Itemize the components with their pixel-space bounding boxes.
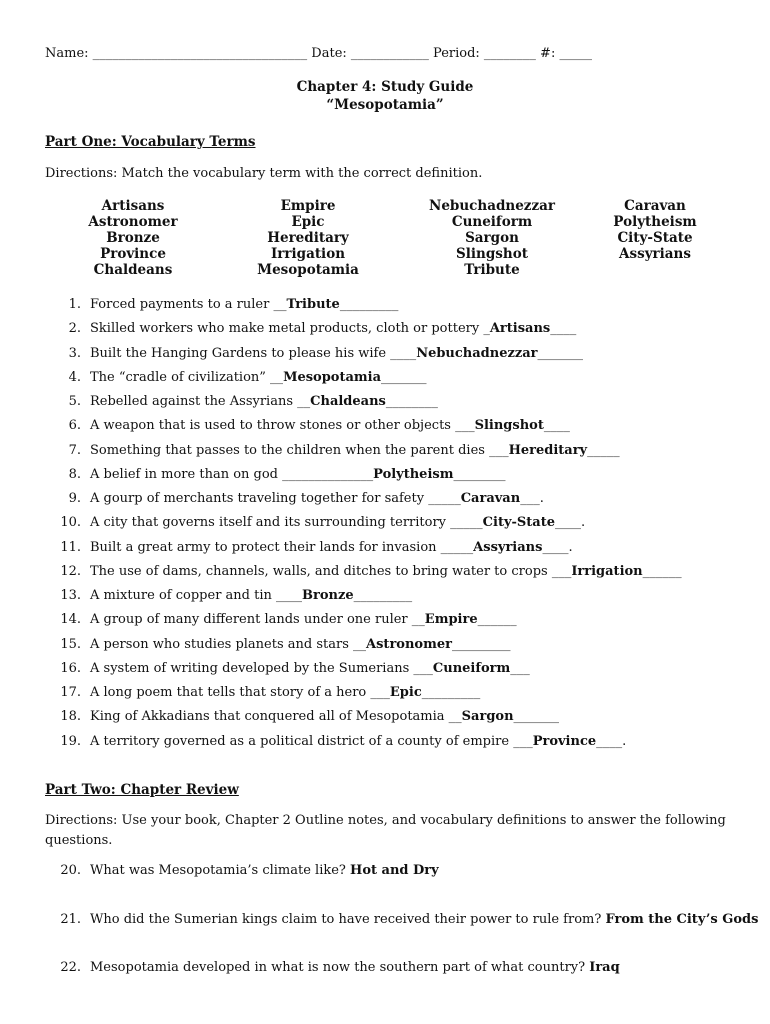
answer-blank: ____. xyxy=(596,734,627,749)
answer-text: Artisans xyxy=(489,321,551,336)
question-text: A gourp of merchants traveling together for safety _____ xyxy=(90,491,461,506)
part-one-directions: Directions: Match the vocabulary term with the correct definition. xyxy=(45,166,483,181)
vocab-question xyxy=(45,394,438,409)
review-question xyxy=(45,912,758,927)
vocab-question xyxy=(45,515,585,530)
part-two-directions-cont: questions. xyxy=(45,833,113,848)
answer-text: Bronze xyxy=(302,588,354,603)
question-number: 15. xyxy=(60,637,81,652)
vocab-question xyxy=(45,443,620,458)
vocab-question xyxy=(45,321,576,336)
vocab-question xyxy=(45,297,398,312)
question-text: A territory governed as a political district of a county of empire ___ xyxy=(90,734,533,749)
word-bank-column-2 xyxy=(248,198,368,278)
question-number: 5. xyxy=(68,394,81,409)
answer-blank: _________ xyxy=(451,637,511,652)
question-text: Built the Hanging Gardens to please his wife ____ xyxy=(90,346,417,361)
vocab-question xyxy=(45,637,510,652)
answer-text: Epic xyxy=(389,685,422,700)
answer-text: Hot and Dry xyxy=(350,863,439,878)
question-number: 22. xyxy=(60,960,81,975)
answer-blank: _________ xyxy=(339,297,399,312)
review-question xyxy=(45,863,439,878)
question-number: 6. xyxy=(68,418,81,433)
question-text: A belief in more than on god ______________ xyxy=(90,467,374,482)
word-bank-term: City-State xyxy=(617,230,693,246)
answer-blank: _______ xyxy=(537,346,584,361)
answer-text: Assyrians xyxy=(473,540,543,555)
word-bank-term: Epic xyxy=(291,214,325,230)
question-text: The “cradle of civilization” __ xyxy=(90,370,284,385)
vocab-question xyxy=(45,370,427,385)
answer-text: Hereditary xyxy=(508,443,588,458)
answer-text: Iraq xyxy=(589,960,620,975)
question-number: 18. xyxy=(60,709,81,724)
answer-blank: _______ xyxy=(513,709,560,724)
word-bank-term: Bronze xyxy=(106,230,160,246)
question-text: Forced payments to a ruler __ xyxy=(90,297,287,312)
question-number: 20. xyxy=(60,863,81,878)
vocab-question xyxy=(45,540,573,555)
answer-text: Tribute xyxy=(286,297,340,312)
answer-text: Sargon xyxy=(461,709,514,724)
answer-text: Empire xyxy=(424,612,478,627)
answer-blank: _____ xyxy=(587,443,620,458)
guide-title: Chapter 4: Study Guide xyxy=(296,79,474,95)
question-number: 13. xyxy=(60,588,81,603)
question-text: Who did the Sumerian kings claim to have received their power to rule from? xyxy=(90,912,606,927)
student-info-line: Name: _________________________________ Date: ____________ Period: ________ #: _____ xyxy=(45,46,592,61)
answer-blank: _________ xyxy=(353,588,413,603)
word-bank-term: Mesopotamia xyxy=(257,262,359,278)
vocab-question xyxy=(45,564,682,579)
answer-blank: ________ xyxy=(453,467,506,482)
question-text: A mixture of copper and tin ____ xyxy=(90,588,302,603)
vocab-question xyxy=(45,491,544,506)
word-bank-term: Empire xyxy=(280,198,336,214)
answer-text: Astronomer xyxy=(366,637,452,652)
word-bank-column-3 xyxy=(422,198,562,278)
question-text: A city that governs itself and its surrounding territory _____ xyxy=(90,515,483,530)
question-text: What was Mesopotamia’s climate like? xyxy=(90,863,351,878)
question-text: A system of writing developed by the Sumerians ___ xyxy=(90,661,433,676)
part-two-directions: Directions: Use your book, Chapter 2 Outline notes, and vocabulary definitions to answer the following xyxy=(45,813,726,828)
vocab-question xyxy=(45,685,480,700)
word-bank-term: Chaldeans xyxy=(93,262,173,278)
question-number: 2. xyxy=(68,321,81,336)
answer-text: Mesopotamia xyxy=(283,370,382,385)
part-one-heading: Part One: Vocabulary Terms xyxy=(45,134,256,150)
answer-text: City-State xyxy=(482,515,555,530)
answer-blank: ______ xyxy=(477,612,517,627)
word-bank-term: Province xyxy=(100,246,166,262)
vocab-question xyxy=(45,418,570,433)
answer-blank: ____. xyxy=(542,540,573,555)
answer-blank: ___ xyxy=(510,661,530,676)
review-question xyxy=(45,960,620,975)
vocab-question xyxy=(45,467,505,482)
word-bank-term: Caravan xyxy=(624,198,686,214)
question-number: 7. xyxy=(68,443,81,458)
answer-blank: ________ xyxy=(385,394,438,409)
question-number: 9. xyxy=(68,491,81,506)
answer-text: Polytheism xyxy=(373,467,454,482)
word-bank-column-4 xyxy=(605,198,705,262)
question-text: A long poem that tells that story of a hero ___ xyxy=(90,685,390,700)
vocab-question xyxy=(45,709,559,724)
question-number: 8. xyxy=(68,467,81,482)
question-number: 10. xyxy=(60,515,81,530)
answer-text: Chaldeans xyxy=(310,394,386,409)
answer-text: Slingshot xyxy=(474,418,544,433)
question-text: The use of dams, channels, walls, and ditches to bring water to crops ___ xyxy=(90,564,572,579)
question-text: A weapon that is used to throw stones or other objects ___ xyxy=(90,418,475,433)
word-bank-term: Tribute xyxy=(464,262,520,278)
question-number: 12. xyxy=(60,564,81,579)
question-number: 14. xyxy=(60,612,81,627)
question-text: Built a great army to protect their lands for invasion _____ xyxy=(90,540,474,555)
answer-blank: ______ xyxy=(642,564,682,579)
question-text: Mesopotamia developed in what is now the southern part of what country? xyxy=(90,960,590,975)
question-text: Skilled workers who make metal products, cloth or pottery _ xyxy=(90,321,490,336)
guide-subtitle: “Mesopotamia” xyxy=(326,97,444,113)
answer-blank: _________ xyxy=(421,685,481,700)
question-text: A group of many different lands under one ruler __ xyxy=(90,612,425,627)
question-number: 1. xyxy=(68,297,81,312)
question-number: 16. xyxy=(60,661,81,676)
vocab-question xyxy=(45,612,517,627)
question-number: 19. xyxy=(60,734,81,749)
answer-text: Irrigation xyxy=(571,564,643,579)
word-bank-term: Nebuchadnezzar xyxy=(428,198,555,214)
part-two-heading: Part Two: Chapter Review xyxy=(45,782,239,798)
question-number: 11. xyxy=(60,540,81,555)
answer-text: From the City’s Gods xyxy=(605,912,759,927)
word-bank-term: Assyrians xyxy=(619,246,691,262)
vocab-question xyxy=(45,588,412,603)
vocab-question xyxy=(45,734,626,749)
answer-text: Nebuchadnezzar xyxy=(416,346,538,361)
answer-blank: ___. xyxy=(520,491,544,506)
word-bank-term: Artisans xyxy=(101,198,165,214)
question-number: 3. xyxy=(68,346,81,361)
question-text: A person who studies planets and stars __ xyxy=(90,637,367,652)
answer-text: Caravan xyxy=(460,491,521,506)
word-bank-term: Polytheism xyxy=(613,214,697,230)
word-bank-term: Irrigation xyxy=(270,246,346,262)
answer-blank: ____ xyxy=(550,321,577,336)
question-number: 21. xyxy=(60,912,81,927)
word-bank-term: Cuneiform xyxy=(451,214,533,230)
word-bank-term: Slingshot xyxy=(456,246,528,262)
vocab-question xyxy=(45,346,583,361)
word-bank-column-1 xyxy=(75,198,191,278)
answer-text: Province xyxy=(532,734,597,749)
answer-blank: ____ xyxy=(543,418,570,433)
question-number: 17. xyxy=(60,685,81,700)
word-bank-term: Hereditary xyxy=(267,230,349,246)
word-bank-term: Astronomer xyxy=(88,214,178,230)
answer-text: Cuneiform xyxy=(432,661,511,676)
answer-blank: _______ xyxy=(381,370,427,385)
question-text: Rebelled against the Assyrians __ xyxy=(90,394,311,409)
question-text: Something that passes to the children when the parent dies ___ xyxy=(90,443,509,458)
word-bank-term: Sargon xyxy=(465,230,519,246)
answer-blank: ____. xyxy=(555,515,586,530)
vocab-question xyxy=(45,661,530,676)
question-number: 4. xyxy=(68,370,81,385)
question-text: King of Akkadians that conquered all of Mesopotamia __ xyxy=(90,709,462,724)
